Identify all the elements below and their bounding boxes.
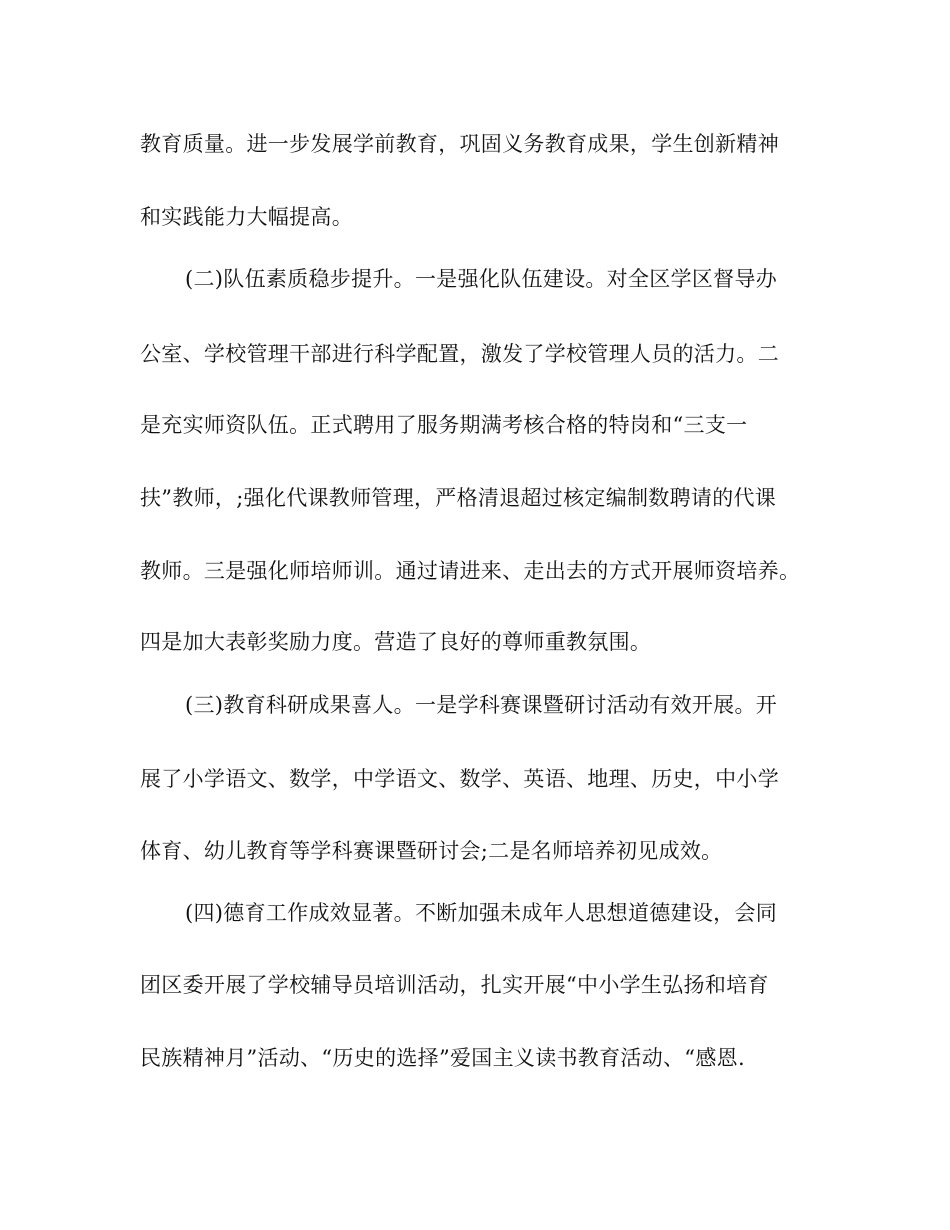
paragraph-line: 公室、学校管理干部进行科学配置，激发了学校管理人员的活力。二 — [140, 342, 779, 366]
paragraph-line: 教师。三是强化师培师训。通过请进来、走出去的方式开展师资培养。 — [140, 559, 801, 583]
paragraph-line: 四是加大表彰奖励力度。营造了良好的尊师重教氛围。 — [140, 630, 652, 654]
paragraph-line: 和实践能力大幅提高。 — [140, 205, 353, 229]
paragraph-line: 是充实师资队伍。正式聘用了服务期满考核合格的特岗和“三支一 — [140, 413, 748, 437]
paragraph-heading-line: (二)队伍素质稳步提升。一是强化队伍建设。对全区学区督导办 — [185, 267, 778, 291]
paragraph-heading-line: (四)德育工作成效显著。不断加强未成年人思想道德建设，会同 — [185, 901, 778, 925]
paragraph-line: 教育质量。进一步发展学前教育，巩固义务教育成果，学生创新精神 — [140, 132, 779, 156]
paragraph-line: 展了小学语文、数学，中学语文、数学、英语、地理、历史，中小学 — [140, 767, 779, 791]
paragraph-heading-line: (三)教育科研成果喜人。一是学科赛课暨研讨活动有效开展。开 — [185, 693, 778, 717]
paragraph-line: 民族精神月”活动、“历史的选择”爱国主义读书教育活动、“感恩. — [140, 1046, 745, 1070]
paragraph-line: 团区委开展了学校辅导员培训活动，扎实开展“中小学生弘扬和培育 — [140, 973, 769, 997]
paragraph-line: 体育、幼儿教育等学科赛课暨研讨会;二是名师培养初见成效。 — [140, 839, 723, 863]
paragraph-line: 扶”教师，;强化代课教师管理，严格清退超过核定编制数聘请的代课 — [140, 486, 777, 510]
